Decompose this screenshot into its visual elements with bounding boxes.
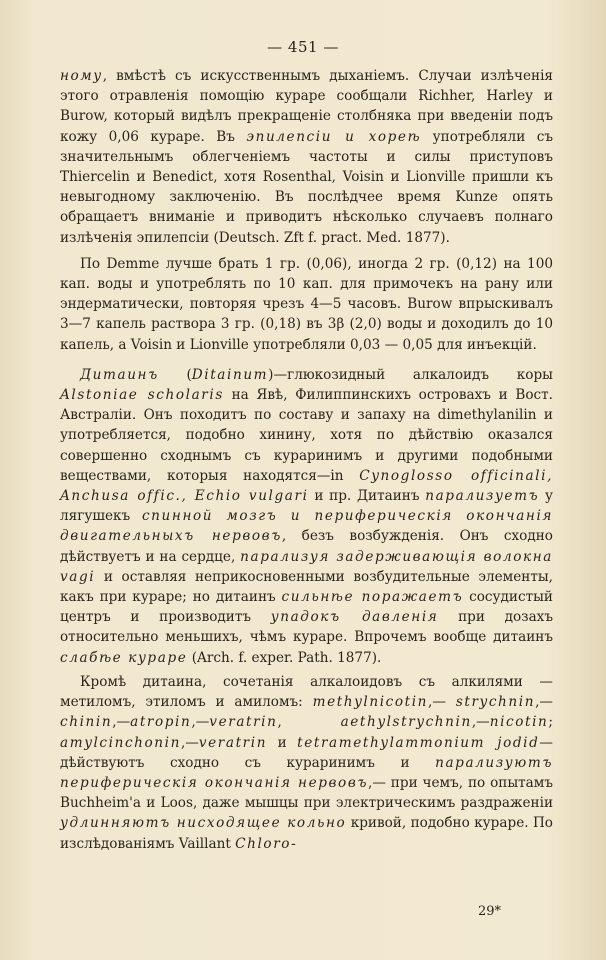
text-run: —дѣйствуютъ сходно съ кураринимъ и	[60, 734, 553, 771]
paragraph	[60, 254, 553, 355]
text-run: , вмѣстѣ съ искусственнымъ дыханіемъ. Случаи излѣченія этого отравленія помощію кураре сообщали Richher, Harley и Burow, который видѣлъ прекращеніе столбняка при введеніи подъ кожу 0,06 кураре. Въ	[60, 68, 553, 145]
text-run: (	[158, 366, 192, 383]
text-run: и пр. Дитаинъ	[308, 488, 426, 505]
page-number: — 451 —	[267, 38, 339, 56]
text-run: (Arch. f. exper. Path. 1877).	[187, 649, 382, 666]
spaced-term: сильнѣе поражаетъ	[281, 589, 464, 606]
text-run: Кромѣ дитаина, сочетанія алкалоидовъ съ алкилями — метиломъ, этиломъ и амиломъ:	[60, 673, 553, 711]
spaced-term: veratrin	[209, 714, 278, 731]
spaced-term: Дитаинъ	[80, 366, 159, 383]
spaced-term: Chloro-	[235, 835, 298, 852]
spaced-term: слабѣе кураре	[60, 649, 188, 666]
spaced-term: chinin	[60, 714, 113, 731]
text-run: у лягушекъ	[60, 488, 553, 525]
text-run: ,—	[112, 714, 131, 731]
text-run: ,— при чемъ, по опытамъ Buchheim'a и Loos, даже мышцы при электрическимъ раздраженіи	[60, 774, 553, 812]
spaced-term: strychnin	[455, 694, 536, 711]
spaced-term: Alstoniae scholaris	[60, 387, 224, 404]
spaced-term: atropin	[130, 714, 192, 731]
spaced-term: amylcinchonin	[60, 734, 181, 751]
text-run: ,—	[535, 694, 553, 711]
paragraph	[60, 672, 553, 854]
text-run: По Demme лучше брать 1 гр. (0,06), иногда 2 гр. (0,12) на 100 кап. воды и употреблять по 10 кап. для примочекъ на рану или эндерматически, повторяя чрезъ 4—5 часовъ. Burow впрыскивалъ 3—7 капель раствора 3 гр. (0,18) въ 3β (2,0) воды и доходилъ до 10 капель, а Voisin и Lionville употребляли 0,03 — 0,05 для инъекцій.	[60, 255, 553, 353]
text-run: ,	[277, 714, 341, 731]
spaced-term: tetramethylammonium jodid	[297, 734, 540, 751]
signature-mark: 29*	[478, 904, 502, 919]
text-run: , безъ возбужденія. Онъ сходно дѣйствуетъ и на сердце,	[60, 528, 553, 565]
text-run: )—глюкозидный алкалоидъ коры	[268, 366, 553, 383]
text-body	[60, 66, 553, 854]
spaced-term: Cynoglosso officinali, Anchusa offic., Echio vulgari	[60, 467, 553, 505]
text-run: ,—	[180, 734, 199, 751]
spaced-term: ному	[60, 68, 103, 84]
text-run: ,—	[191, 714, 210, 731]
text-run: ;	[548, 714, 553, 731]
spaced-term: methylnicotin	[312, 694, 429, 711]
spaced-term: удлинняютъ нисходящее кольно	[60, 815, 347, 832]
text-run: употребляли съ значительнымъ облегченіемъ частоты и силы приступовъ Thiercelin и Benedict, хотя Rosenthal, Voisin и Lionville пришли къ невыгодному заключенію. Въ послѣдчее время Kunze опять обращаетъ вниманіе и приводитъ нѣсколько случаевъ полнаго излѣченія эпилепсіи (Deutsch. Zft f. pract. Med. 1877).	[60, 128, 553, 246]
text-run: ,—	[428, 694, 456, 711]
text-run: при дозахъ относительно меньшихъ, чѣмъ кураре. Впрочемъ вообще дитаинъ	[60, 609, 553, 646]
text-run: и оставляя неприкосновенными возбудительные элементы, какъ при кураре; но дитаинъ	[60, 568, 553, 606]
spaced-term: veratrin	[198, 734, 268, 751]
spaced-term: парализуя задерживающія волокна vagi	[60, 548, 553, 585]
spaced-term: Ditainum	[191, 366, 269, 383]
paragraph	[60, 66, 553, 248]
text-run: и	[267, 734, 298, 751]
spaced-term: aethylstrychnin	[340, 714, 472, 731]
spaced-term: упадокъ давленія	[270, 609, 439, 626]
spaced-term: nicotin	[489, 714, 549, 731]
spaced-term: спинной мозгъ и периферическія окончанія двигательныхъ нервовъ	[60, 508, 553, 545]
text-run: на Явѣ, Филиппинскихъ островахъ и Вост. Австраліи. Онъ походитъ по составу и запаху на dimethylanilin и употребляется, подобно хинину, хотя по дѣйствію оказался совершенно сходнымъ съ кураринимъ и другими подобными веществами, которыя находятся—in	[60, 387, 553, 484]
spaced-term: парализуютъ периферическія окончанія нервовъ	[60, 754, 553, 791]
paragraph	[60, 365, 553, 668]
text-run: ,—	[471, 714, 490, 731]
text-run: кривой, подобно кураре. По изслѣдованіямъ Vaillant	[60, 815, 553, 852]
text-run: сосудистый центръ и производитъ	[60, 589, 553, 626]
spaced-term: эпилепсіи и хореѣ	[246, 128, 422, 145]
spaced-term: парализуетъ	[425, 488, 540, 505]
